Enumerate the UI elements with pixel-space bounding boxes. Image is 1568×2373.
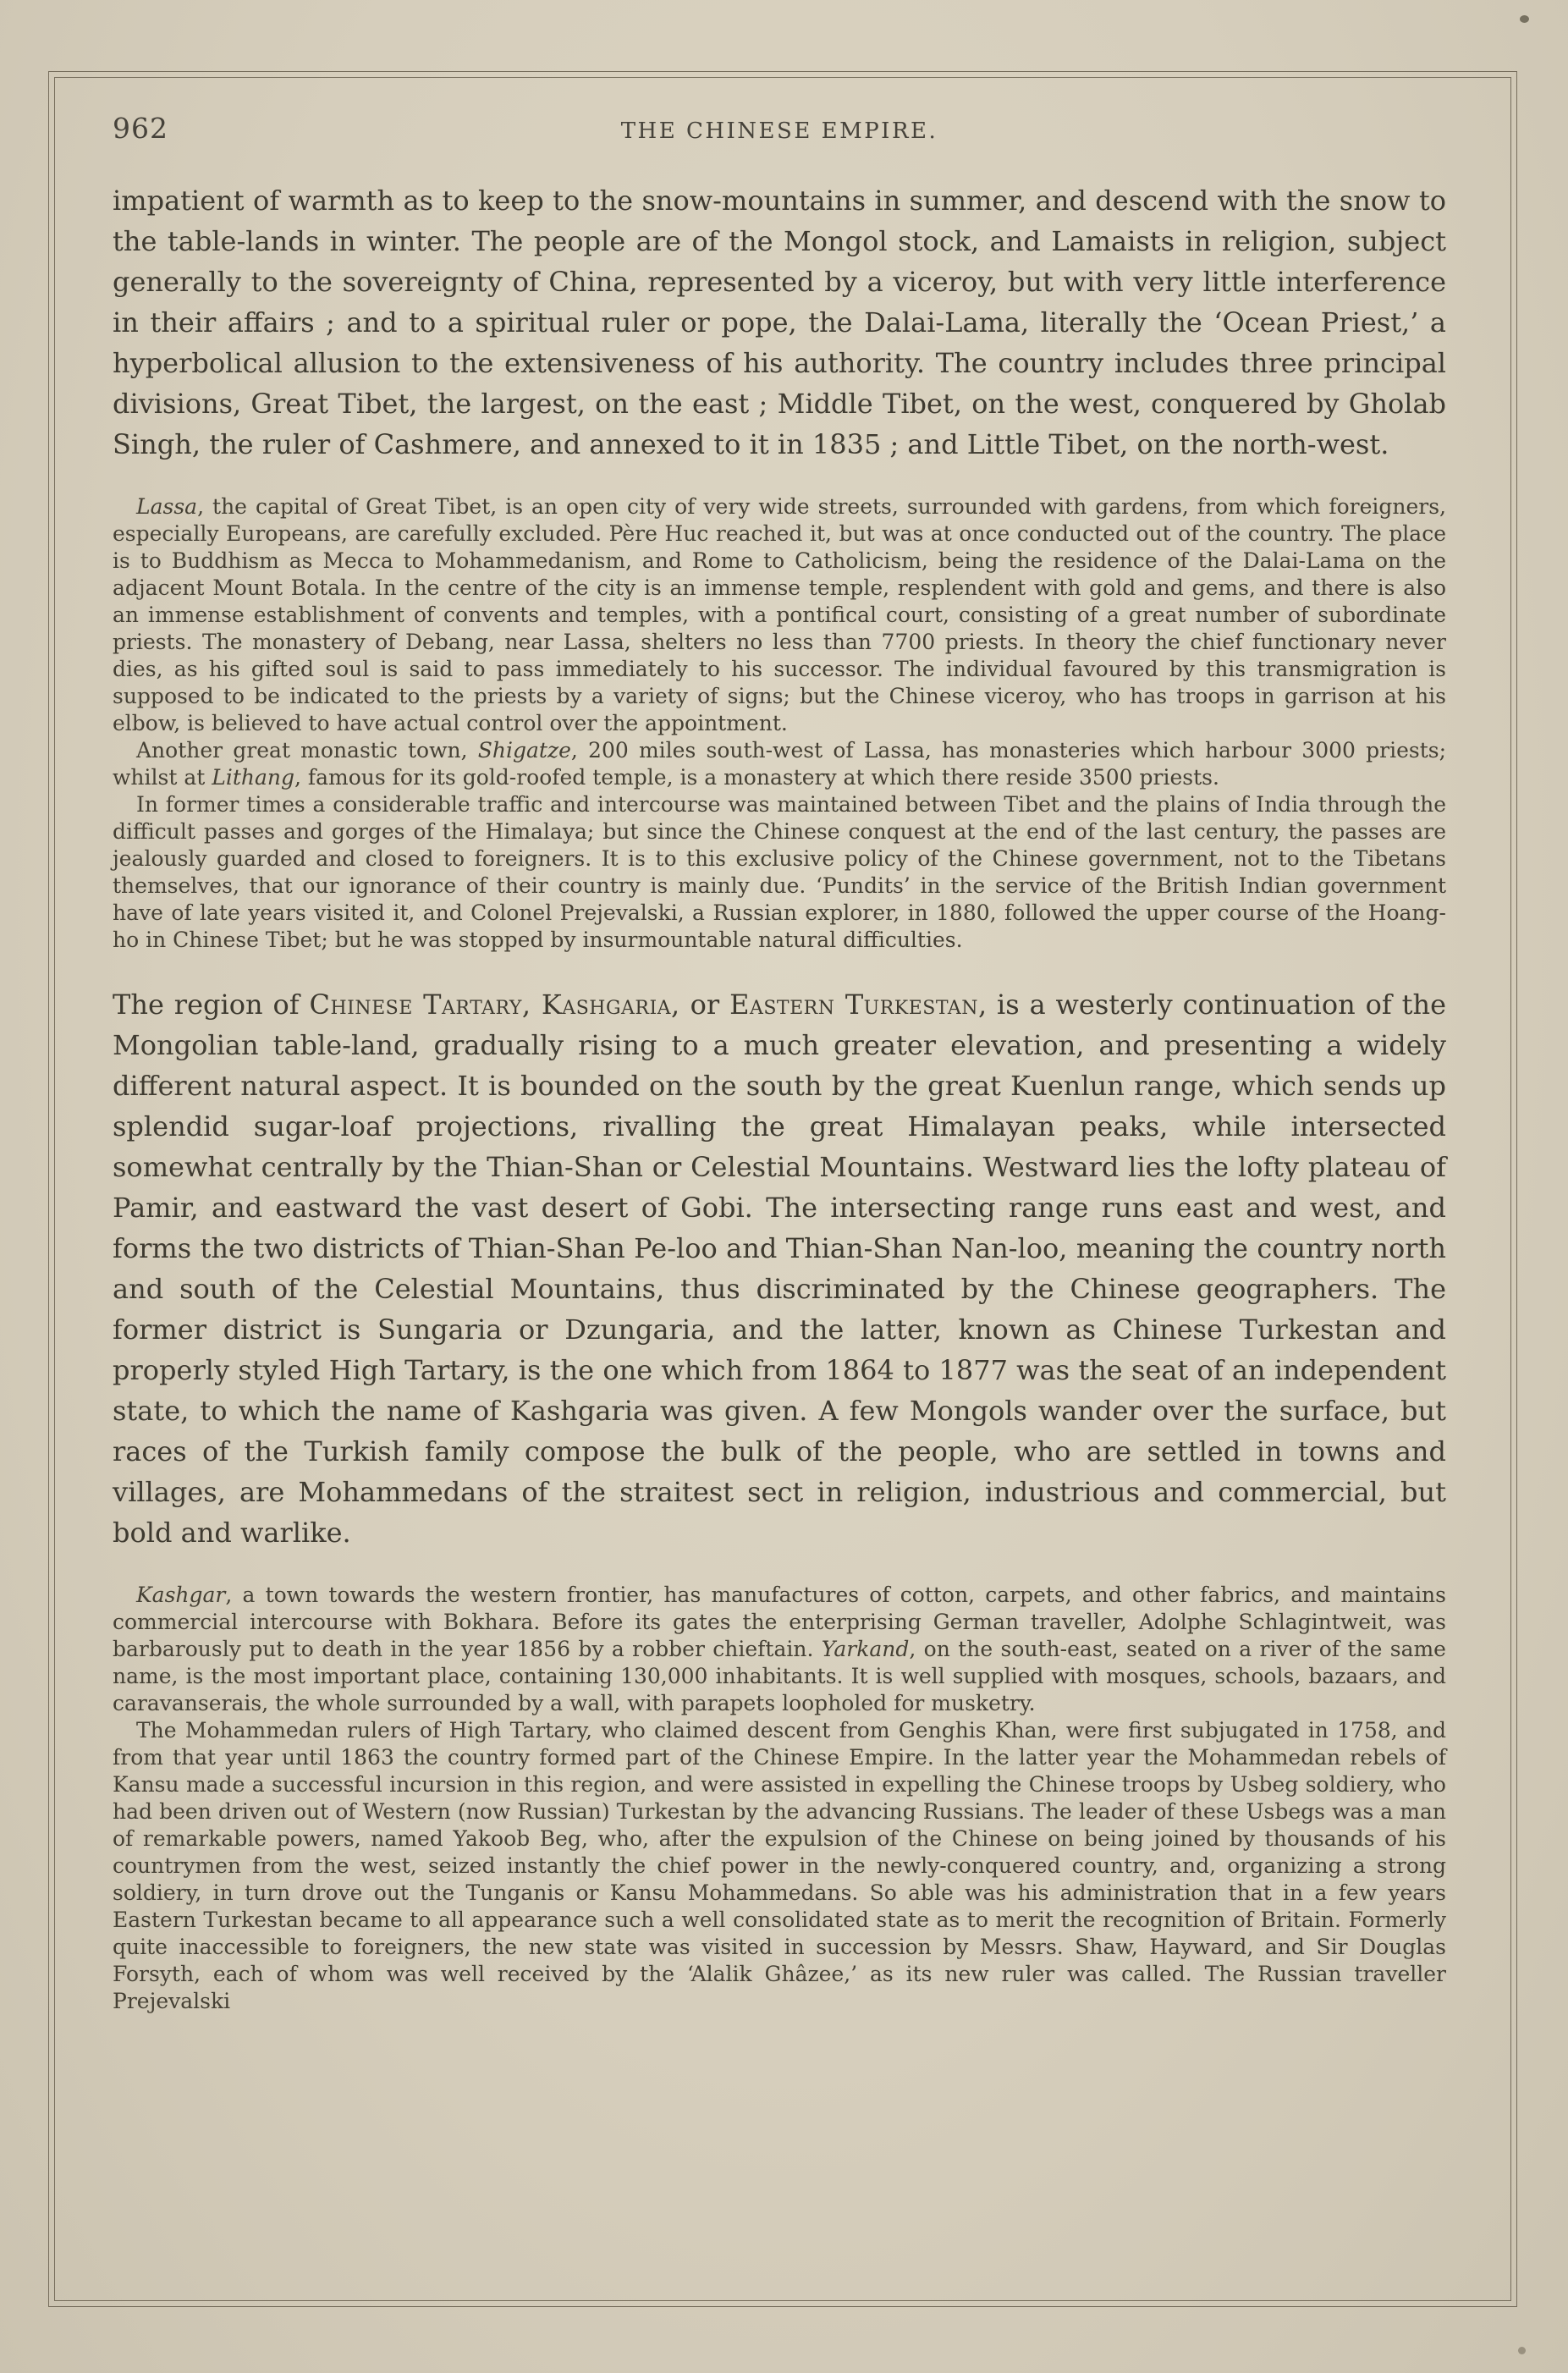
paragraph-tibet: impatient of warmth as to keep to the snow-mountains in summer, and descend with the snow to the table-lands in winter. The people are of the Mongol stock, and Lamaists in religion, subject generally to the sovereignty of China, represented by a viceroy, but with very little interference in their affairs ; and to a spiritual ruler or pope, the Dalai-Lama, literally the ‘Ocean Priest,’ a hyperbolical allusion to the extensiveness of his authority. The country includes three principal divisions, Great Tibet, the largest, on the east ; Middle Tibet, on the west, conquered by Gholab Singh, the ruler of Cashmere, and annexed to it in 1835 ; and Little Tibet, on the north-west. <box>113 184 1446 460</box>
paragraph-turkestan: The region of Chinese Tartary, Kashgaria, or Eastern Turkestan, is a westerly continuation of the Mongolian table-land, gradually rising to a much greater elevation, and presenting a widely different natural aspect. It is bounded on the south by the great Kuenlun range, which sends up splendid sugar-loaf projections, rivalling the great Himalayan peaks, while intersected somewhat centrally by the Thian-Shan or Celestial Mountains. Westward lies the lofty plateau of Pamir, and eastward the vast desert of Gobi. The intersecting range runs east and west, and forms the two districts of Thian-Shan Pe-loo and Thian-Shan Nan-loo, meaning the country north and south of the Celestial Mountains, thus discriminated by the Chinese geographers. The former district is Sungaria or Dzungaria, and the latter, known as Chinese Turkestan and properly styled High Tartary, is the one which from 1864 to 1877 was the seat of an independent state, to which the name of Kashgaria was given. A few Mongols wander over the surface, but races of the Turkish family compose the bulk of the people, who are settled in towns and villages, are Mohammedans of the straitest sect in religion, industrious and commercial, but bold and warlike. <box>113 988 1447 1549</box>
running-title: THE CHINESE EMPIRE. <box>620 118 938 144</box>
page-border-inner <box>54 77 1511 2301</box>
page-content <box>55 78 1510 2300</box>
page-header <box>113 112 1446 145</box>
note-paragraph-lassa: Lassa, the capital of Great Tibet, is an open city of very wide streets, surrounded with gardens, from which foreigners, especially Europeans, are carefully excluded. Père Huc reached it, but was at once conducted out of the country. The place is to Buddhism as Mecca to Mohammedanism, and Rome to Catholicism, being the residence of the Dalai-Lama on the adjacent Mount Botala. In the centre of the city is an immense temple, resplendent with gold and gems, and there is also an immense establishment of convents and temples, with a pontifical court, consisting of a great number of subordinate priests. The monastery of Debang, near Lassa, shelters no less than 7700 priests. In theory the chief functionary never dies, as his gifted soul is said to pass immediately to his successor. The individual favoured by this transmigration is supposed to be indicated to the priests by a variety of signs; but the Chinese viceroy, who has troops in garrison at his elbow, is believed to have actual control over the appointment. <box>113 494 1446 735</box>
notes-tibet <box>113 493 1446 954</box>
page-border-outer <box>48 71 1517 2307</box>
note-paragraph-shigatze: Another great monastic town, Shigatze, 200 miles south-west of Lassa, has monasteries which harbour 3000 priests; whilst at Lithang, famous for its gold-roofed temple, is a monastery at which there reside 3500 priests. <box>113 738 1446 790</box>
note-paragraph-kashgar: Kashgar, a town towards the western frontier, has manufactures of cotton, carpets, and other fabrics, and maintains commercial intercourse with Bokhara. Before its gates the enterprising German traveller, Adolphe Schlagintweit, was barbarously put to death in the year 1856 by a robber chieftain. Yarkand, on the south-east, seated on a river of the same name, is the most important place, containing 130,000 inhabitants. It is well supplied with mosques, schools, bazaars, and caravanserais, the whole surrounded by a wall, with parapets loopholed for musketry. <box>113 1583 1446 1715</box>
notes-turkestan <box>113 1582 1446 2015</box>
paper-speck <box>1520 15 1529 23</box>
note-paragraph-traffic: In former times a considerable traffic and intercourse was maintained between Tibet and the plains of India through the difficult passes and gorges of the Himalaya; but since the Chinese conquest at the end of the last century, the passes are jealously guarded and closed to foreigners. It is to this exclusive policy of the Chinese government, not to the Tibetans themselves, that our ignorance of their country is mainly due. ‘Pundits’ in the service of the British Indian government have of late years visited it, and Colonel Prejevalski, a Russian explorer, in 1880, followed the upper course of the Hoang-ho in Chinese Tibet; but he was stopped by insurmountable natural difficulties. <box>113 792 1446 952</box>
note-paragraph-mohammedan-rulers: The Mohammedan rulers of High Tartary, who claimed descent from Genghis Khan, were first subjugated in 1758, and from that year until 1863 the country formed part of the Chinese Empire. In the latter year the Mohammedan rebels of Kansu made a successful incursion in this region, and were assisted in expelling the Chinese troops by Usbeg soldiery, who had been driven out of Western (now Russian) Turkestan by the advancing Russians. The leader of these Usbegs was a man of remarkable powers, named Yakoob Beg, who, after the expulsion of the Chinese on being joined by thousands of his countrymen from the west, seized instantly the chief power in the newly-conquered country, and, organizing a strong soldiery, in turn drove out the Tunganis or Kansu Mohammedans. So able was his administration that in a few years Eastern Turkestan became to all appearance such a well consolidated state as to merit the recognition of Britain. Formerly quite inaccessible to foreigners, the new state was visited in succession by Messrs. Shaw, Hayward, and Sir Douglas Forsyth, each of whom was well received by the ‘Alalik Ghâzee,’ as its new ruler was called. The Russian traveller Prejevalski <box>113 1718 1446 2013</box>
paper-speck <box>1518 2347 1526 2354</box>
page-number: 962 <box>113 112 168 145</box>
